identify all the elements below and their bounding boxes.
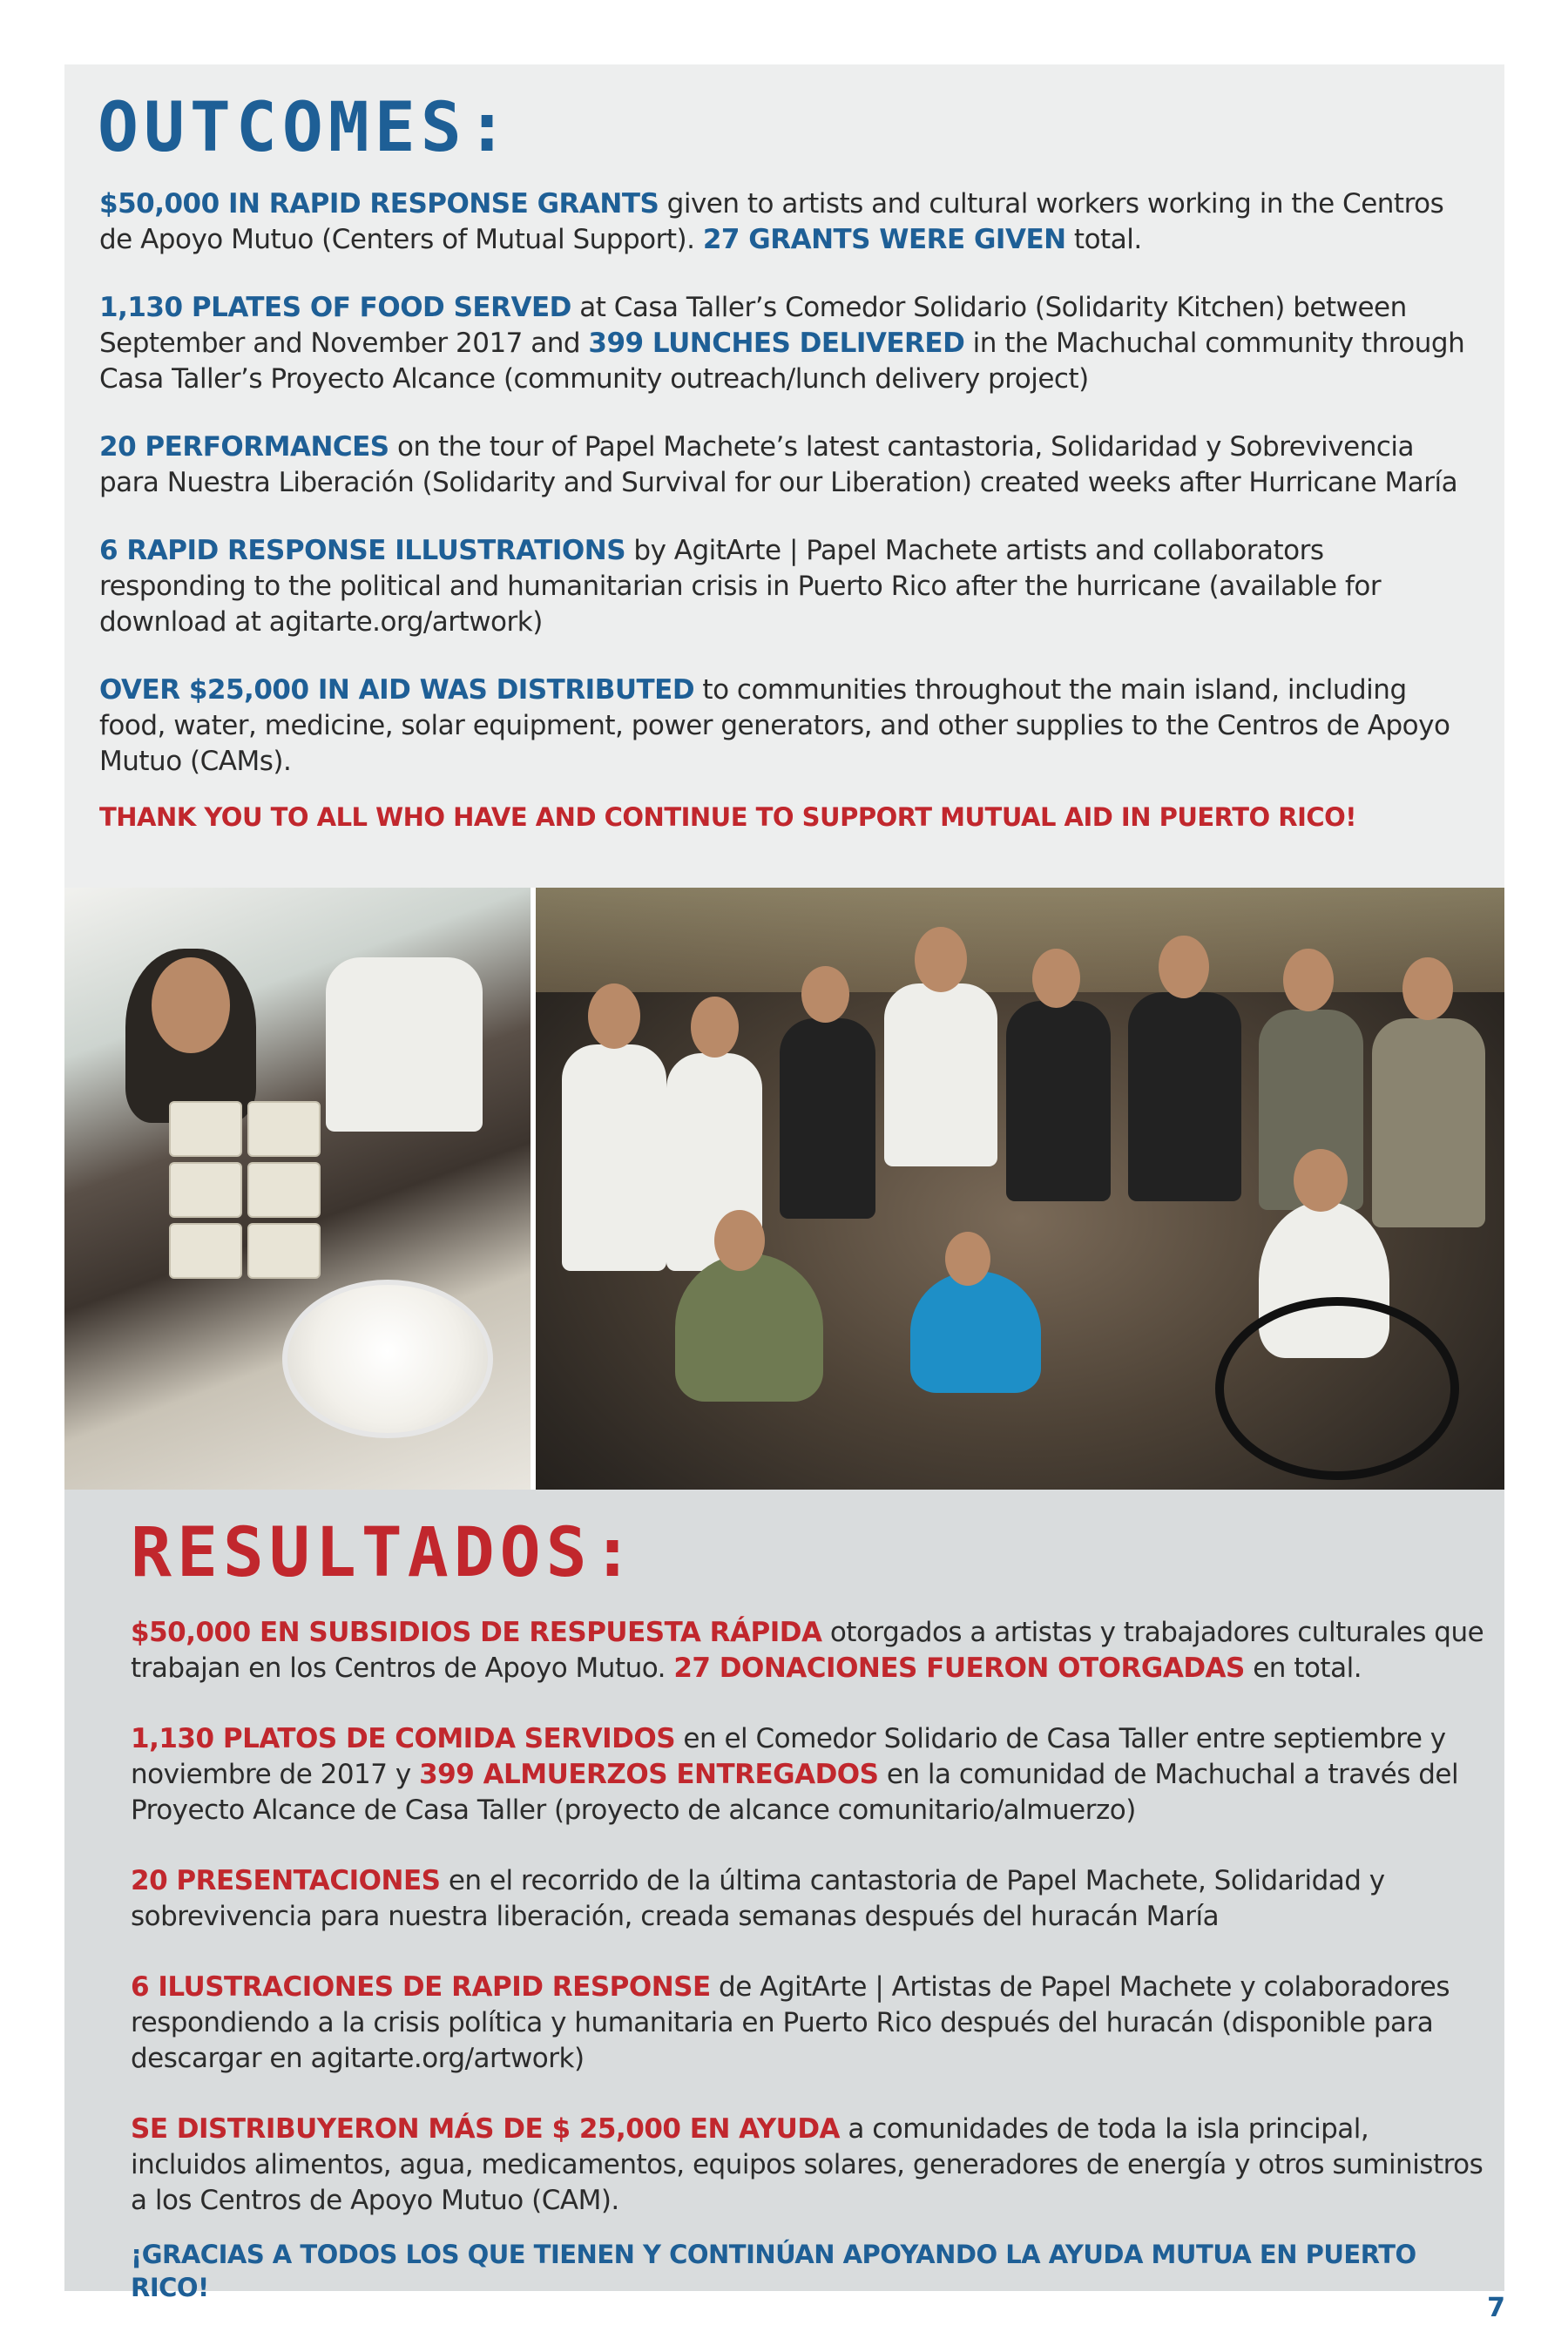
person-figure (1128, 992, 1241, 1201)
food-tray (247, 1162, 321, 1218)
resultados-list (131, 1615, 1490, 2304)
outcomes-title: OUTCOMES: (98, 89, 513, 167)
food-tray (247, 1101, 321, 1157)
person-face (152, 957, 230, 1053)
person-figure (910, 1271, 1041, 1393)
resultado-item-comida: 1,130 PLATOS DE COMIDA SERVIDOS en el Comedor Solidario de Casa Taller entre septiembre y noviembre de 2017 y 399 ALMUERZOS ENTREGADOS en la comunidad de Machuchal a través del Proyecto Alcance de Casa Taller (proyecto de alcance comunitario/almuerzo) (131, 1723, 1459, 1826)
person-face (691, 997, 739, 1058)
outcome-item-food: 1,130 PLATES OF FOOD SERVED at Casa Taller’s Comedor Solidario (Solidarity Kitchen) between September and November 2017 and 399 LUNCHES DELIVERED in the Machuchal community through Casa Taller’s Proyecto Alcance (community outreach/lunch delivery project) (99, 292, 1465, 395)
group-photo (536, 888, 1504, 1490)
person-face (945, 1232, 990, 1286)
person-face (801, 966, 849, 1023)
food-tray (169, 1162, 242, 1218)
outcome-item-aid: OVER $25,000 IN AID WAS DISTRIBUTED to communities throughout the main island, including food, water, medicine, solar equipment, power generators, and other supplies to the Centros de Apoyo Mutuo (CAMs). (99, 674, 1450, 777)
resultado-item-ayuda: SE DISTRIBUYERON MÁS DE $ 25,000 EN AYUDA a comunidades de toda la isla principal, incluidos alimentos, agua, medicamentos, equipos solares, generadores de energía y otros suministros a los Centros de Apoyo Mutuo (CAM). (131, 2113, 1484, 2216)
page-number: 7 (1487, 2293, 1505, 2323)
person-figure (326, 957, 483, 1132)
outcome-item-illustrations: 6 RAPID RESPONSE ILLUSTRATIONS by AgitArte | Papel Machete artists and collaborators responding to the political and humanitarian crisis in Puerto Rico after the hurricane (available for download at agitarte.org/artwork) (99, 535, 1382, 638)
wall-background (536, 888, 1504, 992)
person-figure (1006, 1001, 1111, 1201)
person-figure (675, 1254, 823, 1402)
resultados-thanks: ¡GRACIAS A TODOS LOS QUE TIENEN Y CONTINÚAN APOYANDO LA AYUDA MUTUA EN PUERTO RICO! (131, 2240, 1416, 2302)
resultado-item-subsidios: $50,000 EN SUBSIDIOS DE RESPUESTA RÁPIDA otorgados a artistas y trabajadores culturales que trabajan en los Centros de Apoyo Mutuo. 27 DONACIONES FUERON OTORGADAS en total. (131, 1617, 1484, 1684)
kitchen-photo (64, 888, 531, 1490)
wheelchair (1215, 1297, 1459, 1480)
person-face (1159, 936, 1209, 998)
outcome-item-performances: 20 PERFORMANCES on the tour of Papel Machete’s latest cantastoria, Solidaridad y Sobrevivencia para Nuestra Liberación (Solidarity and Survival for our Liberation) created weeks after Hurricane María (99, 431, 1458, 498)
outcome-item-grants: $50,000 IN RAPID RESPONSE GRANTS given to artists and cultural workers working in the Centros de Apoyo Mutuo (Centers of Mutual Support). 27 GRANTS WERE GIVEN total. (99, 188, 1444, 255)
person-face (1294, 1149, 1348, 1212)
resultados-title: RESULTADOS: (131, 1514, 639, 1592)
person-face (1032, 949, 1080, 1008)
person-face (588, 983, 640, 1049)
food-tray (169, 1223, 242, 1279)
person-face (714, 1210, 765, 1271)
outcomes-thanks: THANK YOU TO ALL WHO HAVE AND CONTINUE TO SUPPORT MUTUAL AID IN PUERTO RICO! (99, 802, 1357, 832)
person-figure (1372, 1018, 1485, 1227)
food-tray (247, 1223, 321, 1279)
person-face (915, 927, 967, 992)
food-tray (169, 1101, 242, 1157)
outcomes-panel (64, 64, 1504, 888)
photo-strip (64, 888, 1504, 1490)
resultado-item-ilustraciones: 6 ILUSTRACIONES DE RAPID RESPONSE de AgitArte | Artistas de Papel Machete y colaboradores respondiendo a la crisis política y humanitaria en Puerto Rico después del huracán (disponible para descargar en agitarte.org/artwork) (131, 1971, 1450, 2074)
person-face (1283, 949, 1334, 1011)
person-face (1402, 957, 1453, 1020)
resultado-item-presentaciones: 20 PRESENTACIONES en el recorrido de la última cantastoria de Papel Machete, Solidaridad y sobrevivencia para nuestra liberación, creada semanas después del huracán María (131, 1865, 1385, 1932)
person-figure (562, 1044, 666, 1271)
resultados-panel (64, 1490, 1504, 2302)
outcomes-list (99, 186, 1476, 834)
rice-bucket (282, 1280, 493, 1438)
person-figure (780, 1018, 875, 1219)
person-figure (884, 983, 997, 1166)
